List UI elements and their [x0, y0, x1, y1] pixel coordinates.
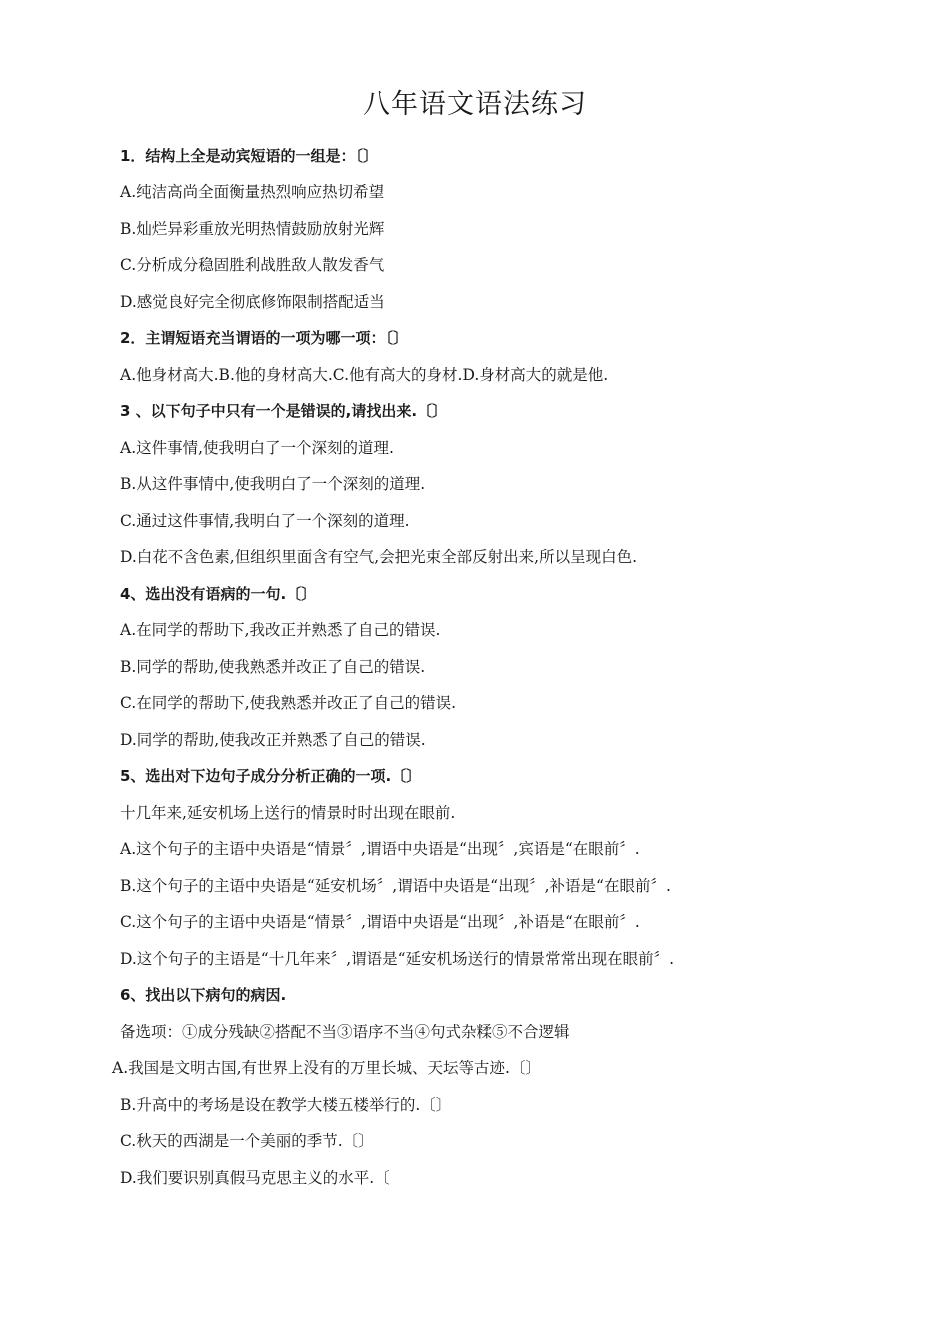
q6-choices: 备选项：①成分残缺②搭配不当③语序不当④句式杂糅⑤不合逻辑	[120, 1023, 570, 1041]
q5-option-b: B.这个句子的主语中央语是“延安机场〞,谓语中央语是“出现〞,补语是“在眼前〞.	[120, 877, 671, 895]
q2-options: A.他身材高大.B.他的身材高大.C.他有高大的身材.D.身材高大的就是他.	[120, 366, 609, 384]
q3-option-d: D.白花不含色素,但组织里面含有空气,会把光束全部反射出来,所以呈现白色.	[120, 548, 638, 566]
q4-option-d: D.同学的帮助,使我改正并熟悉了自己的错误.	[120, 731, 426, 749]
q5-sentence: 十几年来,延安机场上送行的情景时时出现在眼前.	[120, 804, 456, 822]
q4-option-c: C.在同学的帮助下,使我熟悉并改正了自己的错误.	[120, 694, 457, 712]
question-6: 6、找出以下病句的病因.	[120, 986, 287, 1004]
q6-option-d: D.我们要识别真假马克思主义的水平.〔	[120, 1169, 390, 1187]
q5-option-c: C.这个句子的主语中央语是“情景〞,谓语中央语是“出现〞,补语是“在眼前〞.	[120, 913, 640, 931]
question-4: 4、选出没有语病的一句.〔〕	[120, 585, 317, 603]
q3-option-c: C.通过这件事情,我明白了一个深刻的道理.	[120, 512, 410, 530]
q1-option-c: C.分析成分稳固胜利战胜敌人散发香气	[120, 256, 385, 274]
q5-option-d: D.这个句子的主语是“十几年来〞,谓语是“延安机场送行的情景常常出现在眼前〞.	[120, 950, 675, 968]
question-2: 2．主谓短语充当谓语的一项为哪一项：〔〕	[120, 329, 408, 347]
q3-option-b: B.从这件事情中,使我明白了一个深刻的道理.	[120, 475, 426, 493]
q1-option-a: A.纯洁高尚全面衡量热烈响应热切希望	[120, 183, 385, 201]
question-5: 5、选出对下边句子成分分析正确的一项.〔〕	[120, 767, 422, 785]
q4-option-b: B.同学的帮助,使我熟悉并改正了自己的错误.	[120, 658, 426, 676]
question-1: 1．结构上全是动宾短语的一组是：〔〕	[120, 147, 378, 165]
q6-option-b: B.升高中的考场是设在教学大楼五楼举行的.〔〕	[120, 1096, 452, 1114]
page-title: 八年语文语法练习	[363, 89, 587, 120]
q5-option-a: A.这个句子的主语中央语是“情景〞,谓语中央语是“出现〞,宾语是“在眼前〞.	[120, 840, 640, 858]
q3-option-a: A.这件事情,使我明白了一个深刻的道理.	[120, 439, 394, 457]
q6-option-c: C.秋天的西湖是一个美丽的季节.〔〕	[120, 1132, 374, 1150]
question-3: 3 、以下句子中只有一个是错误的,请找出来.〔〕	[120, 402, 448, 420]
q6-option-a: A.我国是文明古国,有世界上没有的万里长城、天坛等古迹.〔〕	[112, 1059, 541, 1077]
q4-option-a: A.在同学的帮助下,我改正并熟悉了自己的错误.	[120, 621, 441, 639]
q1-option-d: D.感觉良好完全彻底修饰限制搭配适当	[120, 293, 385, 311]
q1-option-b: B.灿烂异彩重放光明热情鼓励放射光辉	[120, 220, 385, 238]
